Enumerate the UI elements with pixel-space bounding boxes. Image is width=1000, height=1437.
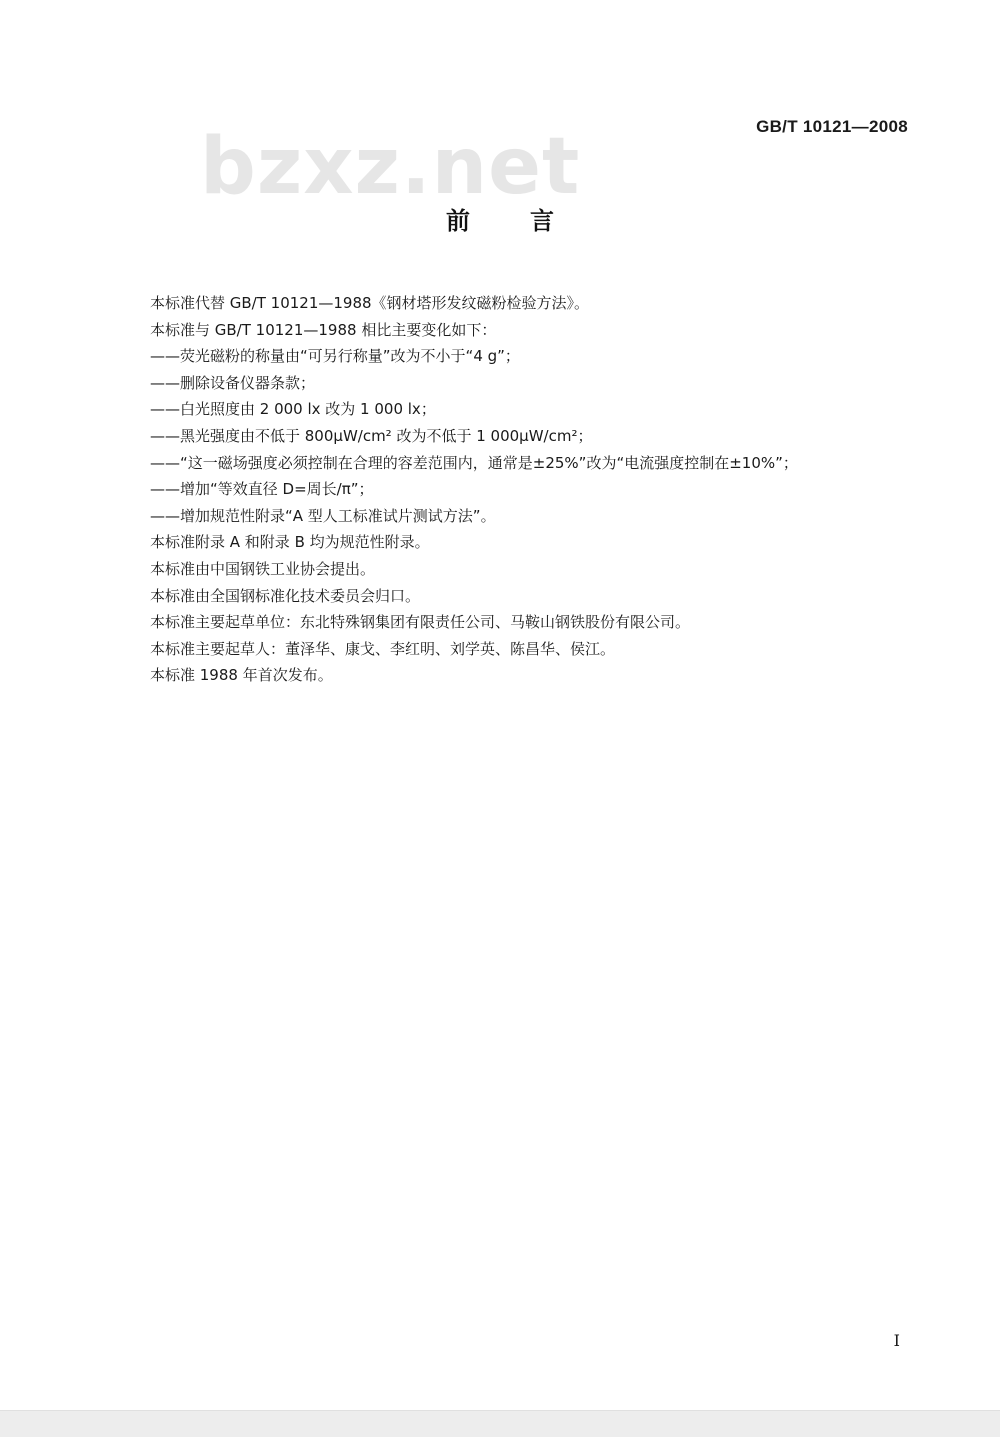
body-line: 本标准主要起草单位：东北特殊钢集团有限责任公司、马鞍山钢铁股份有限公司。 <box>150 613 691 632</box>
body-line: ——删除设备仪器条款； <box>150 373 316 392</box>
body-line: 本标准 1988 年首次发布。 <box>150 666 333 685</box>
body-line: ——增加“等效直径 D=周长/π”； <box>150 480 374 499</box>
foreword-body <box>150 290 920 689</box>
body-line: ——“这一磁场强度必须控制在合理的容差范围内，通常是±25%”改为“电流强度控制在±10%”； <box>150 453 798 472</box>
body-line: 本标准由中国钢铁工业协会提出。 <box>150 559 376 578</box>
watermark-text: bzxz.net <box>200 122 581 212</box>
body-line: 本标准由全国钢标准化技术委员会归口。 <box>150 586 421 605</box>
body-line: 本标准附录 A 和附录 B 均为规范性附录。 <box>150 533 430 552</box>
body-line: 本标准与 GB/T 10121—1988 相比主要变化如下： <box>150 320 497 339</box>
standard-number: GB/T 10121—2008 <box>756 117 908 136</box>
body-line: 本标准代替 GB/T 10121—1988《钢材塔形发纹磁粉检验方法》。 <box>150 294 590 312</box>
body-line: ——白光照度由 2 000 lx 改为 1 000 lx； <box>150 400 436 419</box>
page-number: I <box>893 1331 900 1350</box>
page-heading: 前言 <box>446 207 614 235</box>
body-line: ——黑光强度由不低于 800μW/cm² 改为不低于 1 000μW/cm²； <box>150 426 593 445</box>
page-bottom-edge <box>0 1410 1000 1437</box>
body-line: ——增加规范性附录“A 型人工标准试片测试方法”。 <box>150 506 496 525</box>
body-line: 本标准主要起草人：董泽华、康戈、李红明、刘学英、陈昌华、侯江。 <box>150 639 616 658</box>
body-line: ——荧光磁粉的称量由“可另行称量”改为不小于“4 g”； <box>150 347 520 366</box>
